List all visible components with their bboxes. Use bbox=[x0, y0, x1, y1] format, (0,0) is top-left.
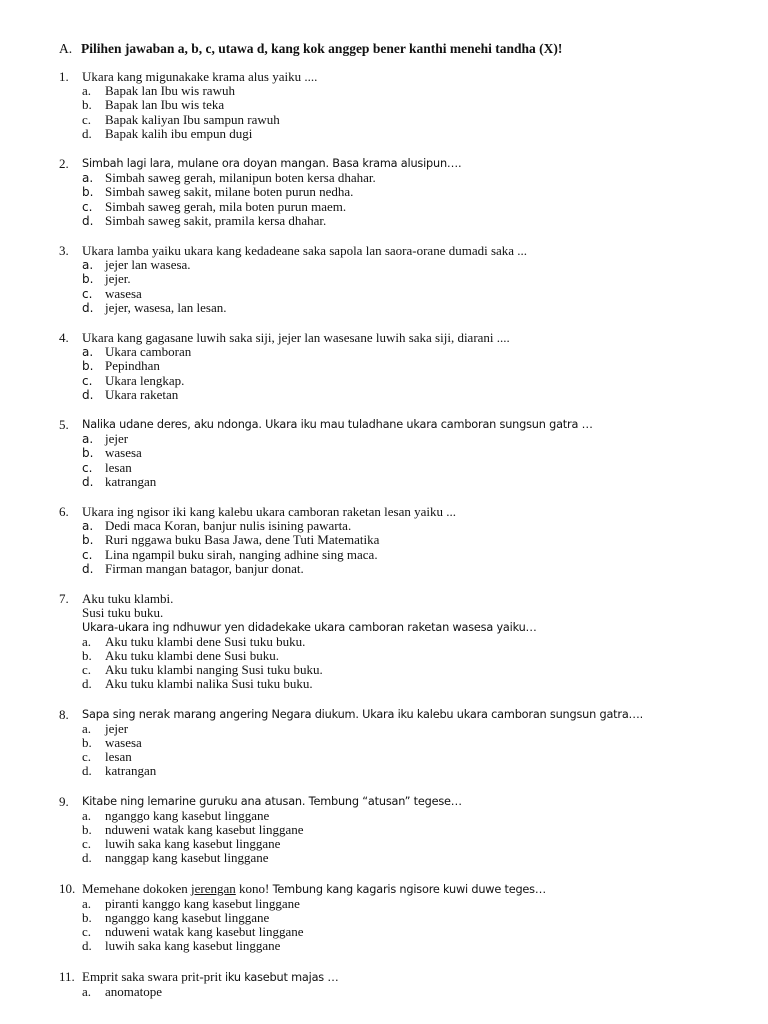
option-a[interactable] bbox=[59, 258, 739, 272]
option-text: Bapak kalih ibu empun dugi bbox=[105, 125, 253, 141]
option-b[interactable] bbox=[59, 823, 739, 837]
option-text: wasesa bbox=[105, 734, 142, 750]
question-stem: Ukara ing ngisor iki kang kalebu ukara camboran raketan lesan yaiku ... bbox=[82, 504, 456, 520]
section-label: A. bbox=[59, 41, 73, 56]
question-number: 6. bbox=[59, 504, 69, 520]
option-a[interactable] bbox=[59, 809, 739, 823]
option-letter: a. bbox=[82, 633, 92, 649]
option-text: Simbah saweg gerah, milanipun boten kersa dhahar. bbox=[105, 170, 376, 186]
option-d[interactable] bbox=[59, 764, 739, 778]
question-stem: Susi tuku buku. bbox=[82, 605, 164, 621]
option-letter: b. bbox=[82, 821, 92, 837]
option-b[interactable] bbox=[59, 98, 739, 112]
option-text: Bapak kaliyan Ibu sampun rawuh bbox=[105, 111, 280, 127]
option-a[interactable] bbox=[59, 985, 739, 999]
section-instruction: Pilihen jawaban a, b, c, utawa d, kang kok anggep bener kanthi menehi tandha (X)! bbox=[81, 41, 563, 56]
option-a[interactable] bbox=[59, 84, 739, 98]
question-list bbox=[59, 70, 739, 1015]
option-d[interactable] bbox=[59, 301, 739, 315]
question-number: 9. bbox=[59, 793, 69, 809]
option-text: Aku tuku klambi nalika Susi tuku buku. bbox=[105, 676, 313, 692]
question-stem: Nalika udane deres, aku ndonga. Ukara iku mau tuladhane ukara camboran sungsun gatra … bbox=[82, 418, 593, 432]
option-d[interactable] bbox=[59, 562, 739, 576]
option-d[interactable] bbox=[59, 677, 739, 691]
option-c[interactable] bbox=[59, 663, 739, 677]
option-text: lesan bbox=[105, 459, 132, 475]
question-number: 3. bbox=[59, 243, 69, 259]
option-c[interactable] bbox=[59, 113, 739, 127]
question-10 bbox=[59, 882, 739, 954]
question-6 bbox=[59, 505, 739, 576]
question-number: 10. bbox=[59, 880, 76, 896]
option-letter: d. bbox=[82, 300, 94, 315]
option-text: anomatope bbox=[105, 983, 163, 999]
option-text: nganggo kang kasebut linggane bbox=[105, 807, 270, 823]
option-text: nanggap kang kasebut linggane bbox=[105, 850, 269, 866]
question-stem: Simbah lagi lara, mulane ora doyan mangan. Basa krama alusipun…. bbox=[82, 157, 462, 171]
option-letter: c. bbox=[82, 924, 92, 940]
option-d[interactable] bbox=[59, 475, 739, 489]
option-text: Bapak lan Ibu wis rawuh bbox=[105, 83, 235, 99]
question-4 bbox=[59, 331, 739, 402]
option-letter: b. bbox=[82, 185, 94, 200]
option-a[interactable] bbox=[59, 897, 739, 911]
option-letter: b. bbox=[82, 272, 94, 287]
option-letter: d. bbox=[82, 763, 92, 779]
option-a[interactable] bbox=[59, 171, 739, 185]
option-b[interactable] bbox=[59, 649, 739, 663]
option-letter: a. bbox=[82, 345, 94, 360]
option-letter: b. bbox=[82, 97, 92, 113]
option-letter: c. bbox=[82, 286, 93, 301]
option-letter: a. bbox=[82, 171, 94, 186]
option-letter: c. bbox=[82, 749, 92, 765]
option-d[interactable] bbox=[59, 127, 739, 141]
option-b[interactable] bbox=[59, 533, 739, 547]
option-c[interactable] bbox=[59, 200, 739, 214]
option-letter: b. bbox=[82, 359, 94, 374]
option-text: Simbah saweg sakit, milane boten purun nedha. bbox=[105, 184, 354, 200]
option-c[interactable] bbox=[59, 750, 739, 764]
option-letter: a. bbox=[82, 720, 92, 736]
option-letter: a. bbox=[82, 807, 92, 823]
option-text: nduweni watak kang kasebut linggane bbox=[105, 821, 304, 837]
option-text: lesan bbox=[105, 749, 132, 765]
option-text: nduweni watak kang kasebut linggane bbox=[105, 924, 304, 940]
question-number: 8. bbox=[59, 706, 69, 722]
option-text: Firman mangan batagor, banjur donat. bbox=[105, 560, 304, 576]
option-letter: c. bbox=[82, 662, 92, 678]
question-stem: Aku tuku klambi. bbox=[82, 591, 174, 607]
option-text: Dedi maca Koran, banjur nulis isining pawarta. bbox=[105, 518, 352, 534]
question-number: 4. bbox=[59, 330, 69, 346]
option-letter: b. bbox=[82, 647, 92, 663]
option-a[interactable] bbox=[59, 635, 739, 649]
option-letter: a. bbox=[82, 519, 94, 534]
stem-text: iku kasebut majas … bbox=[224, 970, 339, 984]
question-1 bbox=[59, 70, 739, 141]
question-2 bbox=[59, 157, 739, 228]
option-a[interactable] bbox=[59, 432, 739, 446]
option-letter: d. bbox=[82, 474, 94, 489]
option-text: katrangan bbox=[105, 763, 157, 779]
option-letter: c. bbox=[82, 460, 93, 475]
option-letter: a. bbox=[82, 83, 92, 99]
option-c[interactable] bbox=[59, 461, 739, 475]
option-text: Lina ngampil buku sirah, nanging adhine sing maca. bbox=[105, 546, 378, 562]
option-text: Simbah saweg gerah, mila boten purun maem. bbox=[105, 198, 347, 214]
option-letter: d. bbox=[82, 561, 94, 576]
question-number: 7. bbox=[59, 591, 69, 607]
option-text: Aku tuku klambi dene Susi tuku buku. bbox=[105, 633, 306, 649]
option-letter: b. bbox=[82, 446, 94, 461]
option-letter: c. bbox=[82, 199, 93, 214]
option-letter: b. bbox=[82, 734, 92, 750]
question-stem bbox=[82, 970, 338, 985]
question-5 bbox=[59, 418, 739, 489]
option-letter: d. bbox=[82, 850, 92, 866]
option-text: Aku tuku klambi nanging Susi tuku buku. bbox=[105, 662, 323, 678]
stem-text: kono! bbox=[235, 880, 273, 896]
option-b[interactable] bbox=[59, 911, 739, 925]
option-b[interactable] bbox=[59, 272, 739, 286]
option-c[interactable] bbox=[59, 287, 739, 301]
option-text: jejer. bbox=[105, 271, 131, 287]
question-number: 5. bbox=[59, 417, 69, 433]
question-stem: Ukara kang migunakake krama alus yaiku .... bbox=[82, 69, 318, 84]
section-heading bbox=[59, 40, 562, 58]
question-number: 11. bbox=[59, 968, 75, 984]
option-b[interactable] bbox=[59, 736, 739, 750]
option-letter: d. bbox=[82, 213, 94, 228]
option-text: Ukara raketan bbox=[105, 386, 179, 402]
option-text: wasesa bbox=[105, 285, 142, 301]
option-letter: a. bbox=[82, 895, 92, 911]
option-letter: a. bbox=[82, 983, 92, 999]
option-c[interactable] bbox=[59, 837, 739, 851]
option-text: nganggo kang kasebut linggane bbox=[105, 909, 270, 925]
question-7 bbox=[59, 592, 739, 691]
option-text: jejer bbox=[105, 720, 129, 736]
option-letter: d. bbox=[82, 676, 92, 692]
option-d[interactable] bbox=[59, 388, 739, 402]
option-text: Ruri nggawa buku Basa Jawa, dene Tuti Matematika bbox=[105, 532, 380, 548]
option-a[interactable] bbox=[59, 345, 739, 359]
option-text: katrangan bbox=[105, 473, 157, 489]
option-c[interactable] bbox=[59, 374, 739, 388]
option-text: Simbah saweg sakit, pramila kersa dhahar. bbox=[105, 212, 327, 228]
option-a[interactable] bbox=[59, 519, 739, 533]
option-letter: c. bbox=[82, 547, 93, 562]
option-text: Ukara lengkap. bbox=[105, 372, 185, 388]
question-stem: Sapa sing nerak marang angering Negara diukum. Ukara iku kalebu ukara camboran sungsun gatra…. bbox=[82, 707, 644, 721]
option-d[interactable] bbox=[59, 214, 739, 228]
option-text: piranti kanggo kang kasebut linggane bbox=[105, 895, 300, 911]
option-text: jejer lan wasesa. bbox=[105, 257, 191, 273]
option-c[interactable] bbox=[59, 925, 739, 939]
stem-text: Memehane dokoken bbox=[82, 880, 192, 896]
option-text: Ukara camboran bbox=[105, 344, 192, 360]
stem-text: Emprit saka swara prit-prit bbox=[82, 968, 225, 984]
question-stem: Ukara-ukara ing ndhuwur yen didadekake ukara camboran raketan wasesa yaiku… bbox=[82, 620, 537, 634]
question-stem: Ukara lamba yaiku ukara kang kedadeane saka sapola lan saora-orane dumadi saka ... bbox=[82, 243, 528, 259]
option-text: Bapak lan Ibu wis teka bbox=[105, 97, 225, 113]
question-11 bbox=[59, 970, 739, 999]
option-text: Pepindhan bbox=[105, 358, 160, 374]
option-b[interactable] bbox=[59, 359, 739, 373]
question-3 bbox=[59, 244, 739, 315]
option-letter: d. bbox=[82, 125, 92, 141]
question-stem bbox=[82, 882, 546, 897]
option-letter: d. bbox=[82, 938, 92, 954]
underlined-word: jerengan bbox=[191, 880, 236, 896]
stem-text: Tembung kang kagaris ngisore kuwi duwe teges… bbox=[272, 882, 546, 896]
option-b[interactable] bbox=[59, 185, 739, 199]
option-text: luwih saka kang kasebut linggane bbox=[105, 836, 281, 852]
option-letter: c. bbox=[82, 373, 93, 388]
option-text: jejer, wasesa, lan lesan. bbox=[105, 299, 227, 315]
option-letter: b. bbox=[82, 533, 94, 548]
option-letter: a. bbox=[82, 432, 94, 447]
question-8 bbox=[59, 708, 739, 779]
option-d[interactable] bbox=[59, 851, 739, 865]
question-stem: Ukara kang gagasane luwih saka siji, jejer lan wasesane luwih saka siji, diarani .... bbox=[82, 330, 510, 346]
option-text: Aku tuku klambi dene Susi buku. bbox=[105, 647, 280, 663]
question-9 bbox=[59, 795, 739, 866]
question-stem: Kitabe ning lemarine guruku ana atusan. Tembung “atusan” tegese… bbox=[82, 794, 462, 808]
option-text: jejer bbox=[105, 431, 129, 447]
option-letter: b. bbox=[82, 909, 92, 925]
option-d[interactable] bbox=[59, 939, 739, 953]
option-a[interactable] bbox=[59, 722, 739, 736]
option-text: luwih saka kang kasebut linggane bbox=[105, 938, 281, 954]
option-letter: c. bbox=[82, 111, 92, 127]
question-number: 1. bbox=[59, 69, 69, 84]
option-letter: d. bbox=[82, 387, 94, 402]
option-b[interactable] bbox=[59, 446, 739, 460]
option-text: wasesa bbox=[105, 445, 142, 461]
option-c[interactable] bbox=[59, 548, 739, 562]
option-letter: c. bbox=[82, 836, 92, 852]
option-letter: a. bbox=[82, 258, 94, 273]
question-number: 2. bbox=[59, 156, 69, 172]
